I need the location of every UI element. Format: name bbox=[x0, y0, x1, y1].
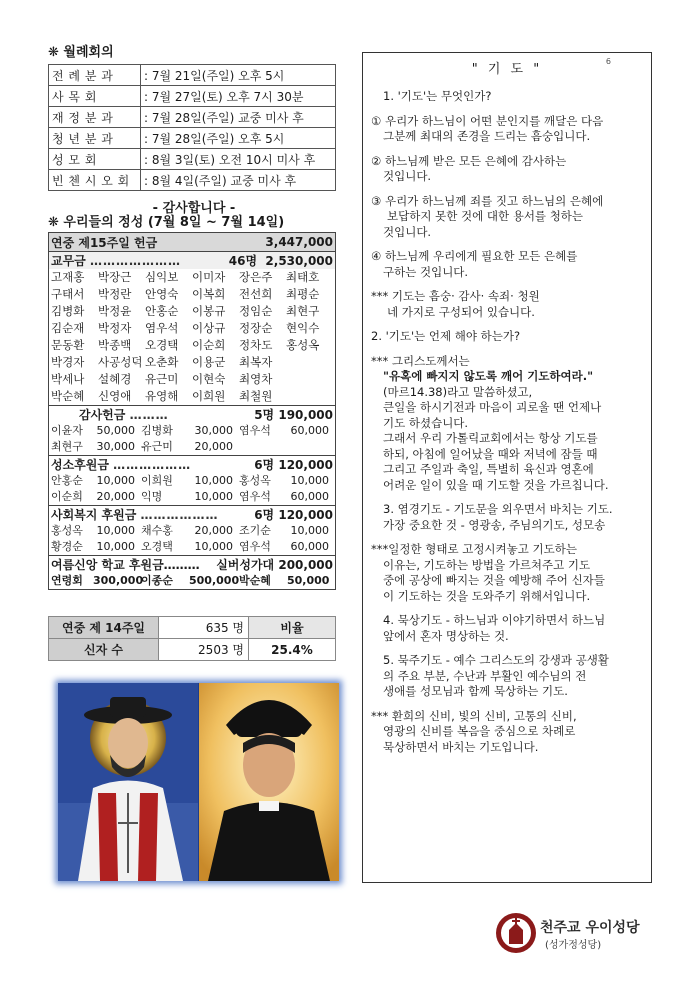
prayer-panel bbox=[362, 52, 652, 883]
donor-name: 신영애 bbox=[98, 389, 132, 403]
donor-name: 장은주 bbox=[239, 270, 273, 284]
answer-3-cont: 보답하지 못한 것에 대한 용서를 청하는 bbox=[387, 209, 584, 223]
donor-amount: 20,000 bbox=[96, 490, 135, 503]
donor-name: 최현구 bbox=[51, 440, 83, 453]
seongso-header bbox=[49, 455, 335, 473]
offering-subtitle: ❋ 우리들의 정성 (7월 8일 ~ 7월 14일) bbox=[48, 215, 285, 230]
church-logo-icon bbox=[495, 912, 537, 954]
prayer-type-3-cont: 가장 중요한 것 - 영광송, 주님의기도, 성모송 bbox=[383, 517, 606, 532]
donor-name: 정차도 bbox=[239, 338, 273, 352]
ratio-value: 25.4% bbox=[249, 639, 336, 661]
q2-line-e: 기도 하셨습니다. bbox=[383, 415, 469, 430]
donor-name: 이희원 bbox=[192, 389, 226, 403]
donor-name: 박정자 bbox=[98, 321, 132, 335]
donor-name: 이복희 bbox=[192, 287, 226, 301]
donor-name: 박정란 bbox=[98, 287, 132, 301]
donor-amount: 10,000 bbox=[96, 474, 135, 487]
q2-line-b: "유혹에 빠지지 않도록 깨어 기도하여라." bbox=[383, 369, 594, 383]
donor-name: 박장근 bbox=[98, 270, 132, 284]
gamsa-label: 감사헌금 bbox=[79, 408, 126, 422]
donor-name: 유근미 bbox=[145, 372, 179, 386]
answer-4: ④ 하느님께 우리에게 필요한 모든 은혜를 bbox=[371, 249, 578, 263]
donor-name: 홍성옥 bbox=[286, 338, 320, 352]
q2-line-g: 하되, 아침에 일어났을 때와 저녁에 잠들 때 bbox=[383, 446, 598, 461]
question-1: 1. '기도'는 무엇인가? bbox=[383, 89, 492, 103]
prayer-type-3: 3. 염경기도 - 기도문을 외우면서 바치는 기도. bbox=[383, 502, 613, 516]
answer-2: ② 하느님께 받은 모든 은혜에 감사하는 bbox=[371, 153, 567, 168]
gamsa-dots: ……… bbox=[129, 408, 169, 422]
seongso-dots: ……………… bbox=[113, 458, 192, 472]
summer-header bbox=[49, 555, 335, 573]
meeting-row bbox=[49, 128, 336, 149]
donor-name: 염우석 bbox=[145, 321, 179, 335]
note-3-cont2: 중에 공상에 빠지는 것을 예방해 주어 신자들 bbox=[383, 573, 605, 587]
donor-name: 이종순 bbox=[141, 574, 173, 587]
donor-name: 안홍순 bbox=[51, 474, 83, 487]
donor-amount: 10,000 bbox=[194, 540, 233, 553]
answer-1: ① 우리가 하느님이 어떤 분인지를 깨달은 다음 bbox=[371, 113, 604, 128]
collection-label: 연중 제15주일 헌금 bbox=[51, 235, 158, 250]
gyomu-name-grid bbox=[49, 269, 335, 405]
donor-name: 최평순 bbox=[286, 287, 320, 301]
donor-name: 채수홍 bbox=[141, 524, 173, 537]
donor-name: 고재홍 bbox=[51, 270, 85, 284]
collection-row bbox=[49, 233, 335, 251]
q2-line-f: 그래서 우리 가톨릭교회에서는 항상 기도를 bbox=[383, 431, 598, 445]
welfare-amount: 120,000 bbox=[278, 508, 333, 522]
donor-name: 안영숙 bbox=[145, 287, 179, 301]
donor-name: 염우석 bbox=[239, 540, 271, 553]
note-5-cont2: 묵상하면서 바치는 기도입니다. bbox=[383, 739, 539, 754]
meeting-name: 사 목 회 bbox=[49, 86, 141, 107]
prayer-type-4-cont: 앞에서 혼자 명상하는 것. bbox=[383, 628, 509, 643]
answer-3: ③ 우리가 하느님께 죄를 짓고 하느님의 은혜에 bbox=[371, 193, 604, 208]
question-2: 2. '기도'는 언제 해야 하는가? bbox=[371, 329, 521, 343]
note-1: *** 기도는 흠숭· 감사· 속죄· 청원 bbox=[371, 289, 540, 303]
welfare-grid bbox=[49, 523, 335, 555]
donor-amount: 50,000 bbox=[287, 574, 330, 587]
donor-name bbox=[286, 388, 333, 405]
q2-line-c: (마르14.38)라고 말씀하셨고, bbox=[383, 384, 533, 399]
donor-name: 김병화 bbox=[141, 424, 173, 437]
meeting-name: 재 정 분 과 bbox=[49, 107, 141, 128]
meeting-name: 청 년 분 과 bbox=[49, 128, 141, 149]
answer-1-cont: 그분께 최대의 존경을 드리는 흠숭입니다. bbox=[383, 129, 591, 143]
meeting-info: : 8월 4일(주일) 교중 미사 후 bbox=[141, 170, 336, 191]
donor-name: 이현숙 bbox=[192, 372, 226, 386]
seongso-grid bbox=[49, 473, 335, 505]
meeting-info: : 7월 21일(주일) 오후 5시 bbox=[141, 65, 336, 86]
gamsa-header bbox=[49, 405, 335, 423]
meeting-row bbox=[49, 65, 336, 86]
gyomu-amount: 2,530,000 bbox=[265, 254, 333, 268]
donor-amount: 300,000 bbox=[93, 574, 144, 587]
prayer-type-5-cont1: 의 주요 부분, 수난과 부활인 예수님의 전 bbox=[383, 668, 587, 683]
meeting-info: : 8월 3일(토) 오전 10시 미사 후 bbox=[141, 149, 336, 170]
donor-name: 박경자 bbox=[51, 355, 85, 369]
attendance-row bbox=[49, 617, 336, 639]
donor-name: 최복자 bbox=[239, 355, 273, 369]
saints-illustration bbox=[58, 683, 339, 881]
donor-amount: 10,000 bbox=[96, 540, 135, 553]
seongso-label: 성소후원금 bbox=[51, 458, 109, 472]
donor-amount: 50,000 bbox=[96, 424, 135, 437]
members-row bbox=[49, 639, 336, 661]
summer-label: 여름신앙 학교 후원금……… bbox=[51, 558, 200, 572]
donor-amount: 500,000 bbox=[189, 574, 240, 587]
donor-name: 이미자 bbox=[192, 270, 226, 284]
meeting-row bbox=[49, 170, 336, 191]
meeting-row bbox=[49, 86, 336, 107]
donor-name: 최철원 bbox=[239, 389, 273, 403]
donor-name: 정임순 bbox=[239, 304, 273, 318]
donor-name: 박순혜 bbox=[239, 574, 271, 587]
donor-amount: 30,000 bbox=[194, 424, 233, 437]
q2-line-h: 그리고 주일과 축일, 특별히 육신과 영혼에 bbox=[383, 462, 594, 476]
members-label: 신자 수 bbox=[49, 639, 159, 661]
members-value: 2503 명 bbox=[159, 639, 249, 661]
donor-amount: 20,000 bbox=[194, 524, 233, 537]
donor-name: 박세나 bbox=[51, 372, 85, 386]
note-5: *** 환희의 신비, 빛의 신비, 고통의 신비, bbox=[371, 708, 577, 723]
meeting-name: 빈 첸 시 오 회 bbox=[49, 170, 141, 191]
donor-name: 심익보 bbox=[145, 270, 179, 284]
donor-amount: 20,000 bbox=[194, 440, 233, 453]
prayer-type-5: 5. 묵주기도 - 예수 그리스도의 강생과 공생활 bbox=[383, 653, 609, 667]
donor-name: 이윤자 bbox=[51, 424, 83, 437]
church-subname: (성가정성당) bbox=[545, 940, 602, 951]
donor-name: 최현구 bbox=[286, 304, 320, 318]
donor-name bbox=[286, 371, 333, 388]
meetings-table bbox=[48, 64, 336, 191]
donor-amount: 60,000 bbox=[290, 424, 329, 437]
attendance-table bbox=[48, 616, 336, 661]
welfare-dots: ……………… bbox=[140, 508, 219, 522]
donor-amount bbox=[287, 439, 335, 455]
donor-name: 유영해 bbox=[145, 389, 179, 403]
gyomu-header bbox=[49, 251, 335, 269]
donor-name: 이순희 bbox=[51, 490, 83, 503]
donor-name: 김병화 bbox=[51, 304, 85, 318]
thanks-title: - 감사합니다 - bbox=[152, 201, 236, 216]
donor-name: 조기순 bbox=[239, 524, 271, 537]
donor-name: 염우석 bbox=[239, 424, 271, 437]
meeting-info: : 7월 27일(토) 오후 7시 30분 bbox=[141, 86, 336, 107]
donor-name bbox=[239, 439, 287, 455]
donor-name bbox=[286, 354, 333, 371]
note-3-cont3: 이 기도하는 것을 도와주기 위해서입니다. bbox=[383, 588, 591, 603]
donor-name: 현익수 bbox=[286, 321, 320, 335]
church-name: 천주교 우이성당 bbox=[540, 920, 640, 936]
gamsa-count: 5명 bbox=[254, 408, 275, 422]
note-3: ***일정한 형태로 고정시켜놓고 기도하는 bbox=[371, 542, 577, 556]
q2-line-i: 어려운 일이 있을 때 기도할 것을 가르칩니다. bbox=[383, 477, 609, 492]
donor-name: 박종백 bbox=[98, 338, 132, 352]
meeting-row bbox=[49, 149, 336, 170]
donor-name: 이봉규 bbox=[192, 304, 226, 318]
donor-name: 유근미 bbox=[141, 440, 173, 453]
collection-amount: 3,447,000 bbox=[265, 235, 333, 249]
summer-grid bbox=[49, 573, 335, 589]
welfare-label: 사회복지 후원금 bbox=[51, 508, 137, 522]
offering-box bbox=[48, 232, 336, 590]
note-1-cont: 네 가지로 구성되어 있습니다. bbox=[387, 304, 535, 319]
donor-name: 홍성옥 bbox=[51, 524, 83, 537]
donor-name: 사공성덕 bbox=[98, 355, 143, 369]
meetings-title: ❋ 월례회의 bbox=[48, 45, 114, 60]
gyomu-label: 교무금 bbox=[51, 254, 86, 268]
donor-name: 오경택 bbox=[145, 338, 179, 352]
donor-amount: 10,000 bbox=[290, 524, 329, 537]
answer-3-cont2: 것입니다. bbox=[383, 224, 432, 239]
meeting-name: 성 모 회 bbox=[49, 149, 141, 170]
donor-amount: 10,000 bbox=[194, 490, 233, 503]
gamsa-amount: 190,000 bbox=[278, 408, 333, 422]
donor-name: 안홍순 bbox=[145, 304, 179, 318]
donor-name: 홍성옥 bbox=[239, 474, 271, 487]
summer-donor: 실버성가대 bbox=[216, 558, 275, 572]
donor-name: 구태서 bbox=[51, 287, 85, 301]
ratio-header: 비율 bbox=[249, 617, 336, 639]
answer-4-cont: 구하는 것입니다. bbox=[383, 264, 469, 279]
page-mark: 6 bbox=[605, 57, 611, 66]
left-column bbox=[48, 44, 340, 590]
prayer-type-5-cont2: 생애를 성모님과 함께 묵상하는 기도. bbox=[383, 684, 568, 698]
donor-name: 김순재 bbox=[51, 321, 85, 335]
donor-name: 이순희 bbox=[192, 338, 226, 352]
donor-amount: 10,000 bbox=[290, 474, 329, 487]
donor-amount: 60,000 bbox=[290, 490, 329, 503]
note-3-cont1: 이유는, 기도하는 방법을 가르쳐주고 기도 bbox=[383, 557, 591, 572]
donor-name: 황경순 bbox=[51, 540, 83, 553]
gyomu-dots: ………………… bbox=[89, 254, 181, 268]
meeting-info: : 7월 28일(주일) 교중 미사 후 bbox=[141, 107, 336, 128]
donor-name: 박정윤 bbox=[98, 304, 132, 318]
meeting-row bbox=[49, 107, 336, 128]
donor-name: 이희원 bbox=[141, 474, 173, 487]
gamsa-grid bbox=[49, 423, 335, 455]
donor-name: 연령회 bbox=[51, 574, 83, 587]
donor-amount: 60,000 bbox=[290, 540, 329, 553]
q2-line-d: 큰일을 하시기전과 마음이 괴로울 땐 언제나 bbox=[383, 400, 602, 414]
donor-amount: 30,000 bbox=[96, 440, 135, 453]
answer-2-cont: 것입니다. bbox=[383, 169, 432, 183]
donor-name: 최태호 bbox=[286, 270, 320, 284]
donor-name: 박순혜 bbox=[51, 389, 85, 403]
seongso-count: 6명 bbox=[254, 458, 275, 472]
seongso-amount: 120,000 bbox=[278, 458, 333, 472]
donor-name: 설혜경 bbox=[98, 372, 132, 386]
welfare-count: 6명 bbox=[254, 508, 275, 522]
donor-name: 최영차 bbox=[239, 372, 273, 386]
gyomu-count: 46명 bbox=[228, 254, 258, 268]
meeting-info: : 7월 28일(주일) 오후 5시 bbox=[141, 128, 336, 149]
prayer-title: " 기 도 " bbox=[471, 62, 543, 77]
donor-name: 문동환 bbox=[51, 338, 85, 352]
donor-name: 오경택 bbox=[141, 540, 173, 553]
donor-name: 이상규 bbox=[192, 321, 226, 335]
attendance-label: 연중 제 14주일 bbox=[49, 617, 159, 639]
donor-name: 이용군 bbox=[192, 355, 226, 369]
summer-amount: 200,000 bbox=[278, 558, 333, 572]
welfare-header bbox=[49, 505, 335, 523]
meeting-name: 전 례 분 과 bbox=[49, 65, 141, 86]
saints-photo bbox=[58, 683, 339, 881]
donor-amount: 10,000 bbox=[96, 524, 135, 537]
donor-name: 전선희 bbox=[239, 287, 273, 301]
q2-line-a: *** 그리스도께서는 bbox=[371, 353, 470, 368]
donor-name: 오춘화 bbox=[145, 355, 179, 369]
prayer-type-4: 4. 묵상기도 - 하느님과 이야기하면서 하느님 bbox=[383, 613, 606, 627]
donor-name: 정장순 bbox=[239, 321, 273, 335]
prayer-body bbox=[371, 89, 645, 755]
donor-name: 염우석 bbox=[239, 490, 271, 503]
donor-amount: 10,000 bbox=[194, 474, 233, 487]
donor-name: 익명 bbox=[141, 490, 163, 503]
note-5-cont1: 영광의 신비를 복음을 중심으로 차례로 bbox=[383, 724, 576, 738]
attendance-value: 635 명 bbox=[159, 617, 249, 639]
